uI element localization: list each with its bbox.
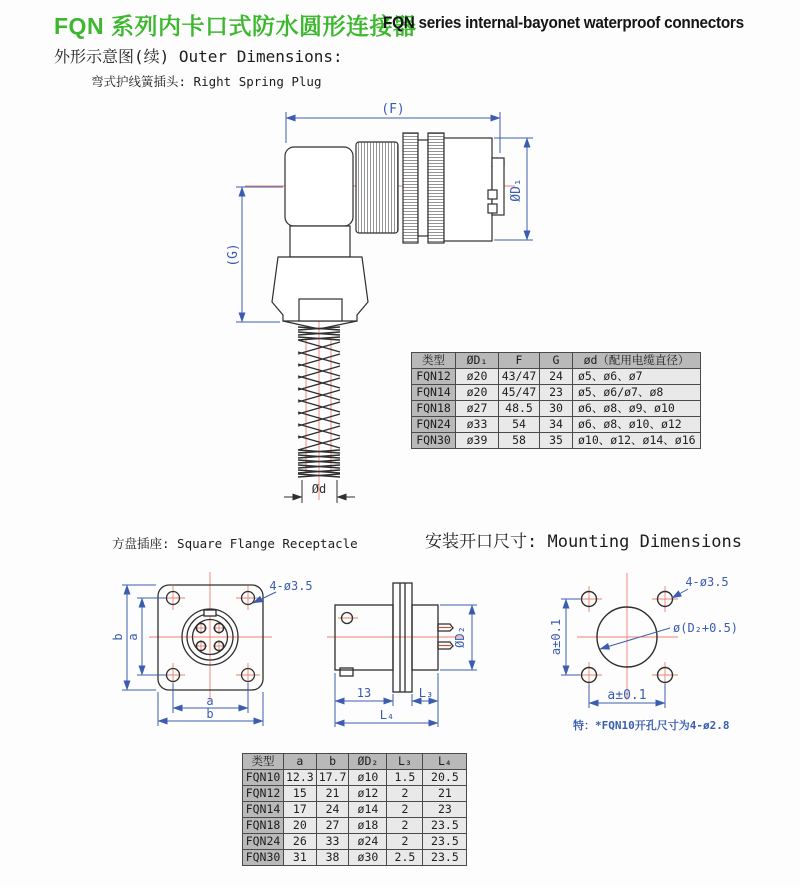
- body-right: [412, 605, 438, 670]
- cell: 45/47: [499, 385, 540, 401]
- section-title-outer-dimensions: 外形示意图(续) Outer Dimensions:: [54, 47, 343, 66]
- cell: 23.5: [423, 850, 467, 866]
- dim-label-b-bottom: b: [206, 707, 214, 721]
- cell: 17: [284, 802, 317, 818]
- row-header: FQN30: [243, 850, 284, 866]
- cell: 26: [284, 834, 317, 850]
- cell: 48.5: [499, 401, 540, 417]
- square-flange: [158, 585, 263, 690]
- keyway-notch: [204, 610, 216, 616]
- cell: 43/47: [499, 369, 540, 385]
- dim-label-D2: ØD₂: [453, 626, 467, 648]
- cell: ø20: [456, 385, 499, 401]
- cell: 17.7: [316, 770, 349, 786]
- dim-label-holes: 4-ø3.5: [685, 575, 729, 589]
- column-header: 类型: [243, 754, 284, 770]
- drawing-receptacle-side-view: [320, 565, 480, 740]
- knurled-drum: [356, 142, 398, 233]
- table-row: [243, 770, 467, 786]
- cell: 24: [540, 369, 573, 385]
- dim-label-b-left: b: [111, 633, 125, 641]
- bayonet-tab-2: [488, 204, 497, 213]
- cell: 23.5: [423, 834, 467, 850]
- dim-label-G: (G): [226, 243, 241, 267]
- cell: 15: [284, 786, 317, 802]
- cell: 2: [387, 786, 423, 802]
- cell: 58: [499, 433, 540, 449]
- table-row: [243, 850, 467, 866]
- flange-plate: [393, 583, 412, 692]
- row-header: FQN18: [412, 401, 456, 417]
- plug-body-outline: [272, 133, 504, 329]
- dim-label-a-left: a±0.1: [549, 618, 563, 656]
- dim-label-13: 13: [356, 686, 372, 700]
- cell: 23.5: [423, 818, 467, 834]
- cell: ø5、ø6/ø7、ø8: [573, 385, 701, 401]
- table-row: [243, 834, 467, 850]
- table-row: [412, 433, 701, 449]
- label-right-spring-plug: 弯式护线簧插头: Right Spring Plug: [91, 74, 322, 89]
- section-title-mounting-dimensions: 安装开口尺寸: Mounting Dimensions: [425, 532, 742, 552]
- row-header: FQN14: [412, 385, 456, 401]
- table-row: [412, 369, 701, 385]
- row-header: FQN18: [243, 818, 284, 834]
- plug-dimensions-table: [411, 352, 701, 449]
- cell: 2: [387, 802, 423, 818]
- row-header: FQN12: [243, 786, 284, 802]
- cell: ø5、ø6、ø7: [573, 369, 701, 385]
- neck: [290, 226, 350, 257]
- table-row: [412, 401, 701, 417]
- cell: ø12: [349, 786, 387, 802]
- row-header: FQN24: [412, 417, 456, 433]
- column-header: F: [499, 353, 540, 369]
- dimension-lines: [335, 605, 477, 727]
- cell: 24: [316, 802, 349, 818]
- cell: 23: [423, 802, 467, 818]
- cell: ø20: [456, 369, 499, 385]
- cell: ø6、ø8、ø9、ø10: [573, 401, 701, 417]
- table-row: [412, 417, 701, 433]
- cell: 20: [284, 818, 317, 834]
- ring-spacer: [418, 140, 428, 236]
- cell: ø14: [349, 802, 387, 818]
- cap-nut-face: [299, 299, 342, 321]
- pin-highlights: [439, 628, 451, 646]
- drawing-mounting-dimensions: [540, 565, 800, 740]
- cell: 38: [316, 850, 349, 866]
- column-header: a: [284, 754, 317, 770]
- cell: 2.5: [387, 850, 423, 866]
- cell: 2: [387, 818, 423, 834]
- dim-label-bore: ø(D₂+0.5): [673, 621, 739, 635]
- label-square-flange-receptacle: 方盘插座: Square Flange Receptacle: [112, 536, 358, 551]
- column-header: G: [540, 353, 573, 369]
- cell: 12.3: [284, 770, 317, 786]
- cell: ø6、ø8、ø10、ø12: [573, 417, 701, 433]
- coupling-ring-2: [428, 133, 444, 243]
- column-header: 类型: [412, 353, 456, 369]
- dim-label-L4: L₄: [379, 708, 395, 722]
- dim-label-a-bottom: a: [206, 694, 214, 708]
- column-header: L₃: [387, 754, 423, 770]
- table-row: [243, 802, 467, 818]
- coupling-ring-1: [403, 133, 418, 243]
- row-header: FQN10: [243, 770, 284, 786]
- cell: ø33: [456, 417, 499, 433]
- cell: 54: [499, 417, 540, 433]
- cell: 27: [316, 818, 349, 834]
- cell: ø27: [456, 401, 499, 417]
- column-header: L₄: [423, 754, 467, 770]
- receptacle-outline: [158, 585, 263, 690]
- cell: ø30: [349, 850, 387, 866]
- cell: 23: [540, 385, 573, 401]
- cell: 21: [316, 786, 349, 802]
- cell: ø10、ø12、ø14、ø16: [573, 433, 701, 449]
- table-row: [412, 385, 701, 401]
- column-header: ØD₁: [456, 353, 499, 369]
- cell: ø18: [349, 818, 387, 834]
- dim-label-a-left: a: [126, 633, 140, 641]
- cell: 31: [284, 850, 317, 866]
- table-row: [243, 818, 467, 834]
- centerlines: [149, 572, 272, 700]
- column-header: b: [316, 754, 349, 770]
- side-view-outline: [335, 583, 453, 692]
- dim-label-holes: 4-ø3.5: [269, 579, 313, 593]
- row-header: FQN24: [243, 834, 284, 850]
- body-left: [335, 605, 393, 670]
- dim-label-D1: ØD₁: [509, 178, 524, 202]
- dimension-lines: [122, 585, 276, 726]
- cell: 33: [316, 834, 349, 850]
- column-header: ØD₂: [349, 754, 387, 770]
- page-title-english: FQN series internal-bayonet waterproof connectors: [383, 13, 744, 32]
- mounting-note: 特：*FQN10开孔尺寸为4-ø2.8: [573, 719, 730, 732]
- page-title-chinese: FQN 系列内卡口式防水圆形连接器: [54, 13, 417, 39]
- dim-label-d: Ød: [311, 482, 327, 496]
- cell: ø39: [456, 433, 499, 449]
- drawing-receptacle-front-view: [100, 565, 320, 750]
- shell-body: [444, 138, 492, 241]
- cell: ø24: [349, 834, 387, 850]
- dim-label-L3: L₃: [418, 686, 434, 700]
- mounting-dimensions-table: [242, 753, 467, 866]
- cell: ø10: [349, 770, 387, 786]
- bottom-lug: [340, 668, 353, 676]
- row-header: FQN30: [412, 433, 456, 449]
- bayonet-tab-1: [488, 190, 497, 199]
- table-row: [243, 786, 467, 802]
- header-row: [243, 754, 467, 770]
- elbow-housing: [285, 147, 353, 226]
- cell: 2: [387, 834, 423, 850]
- cell: 1.5: [387, 770, 423, 786]
- dim-label-a-bottom: a±0.1: [607, 688, 647, 703]
- dim-label-F: (F): [381, 102, 405, 117]
- row-header: FQN12: [412, 369, 456, 385]
- cell: 35: [540, 433, 573, 449]
- cell: 20.5: [423, 770, 467, 786]
- column-header: ød（配用电缆直径）: [573, 353, 701, 369]
- cell: 34: [540, 417, 573, 433]
- row-header: FQN14: [243, 802, 284, 818]
- cell: 30: [540, 401, 573, 417]
- header-row: [412, 353, 701, 369]
- cell: 21: [423, 786, 467, 802]
